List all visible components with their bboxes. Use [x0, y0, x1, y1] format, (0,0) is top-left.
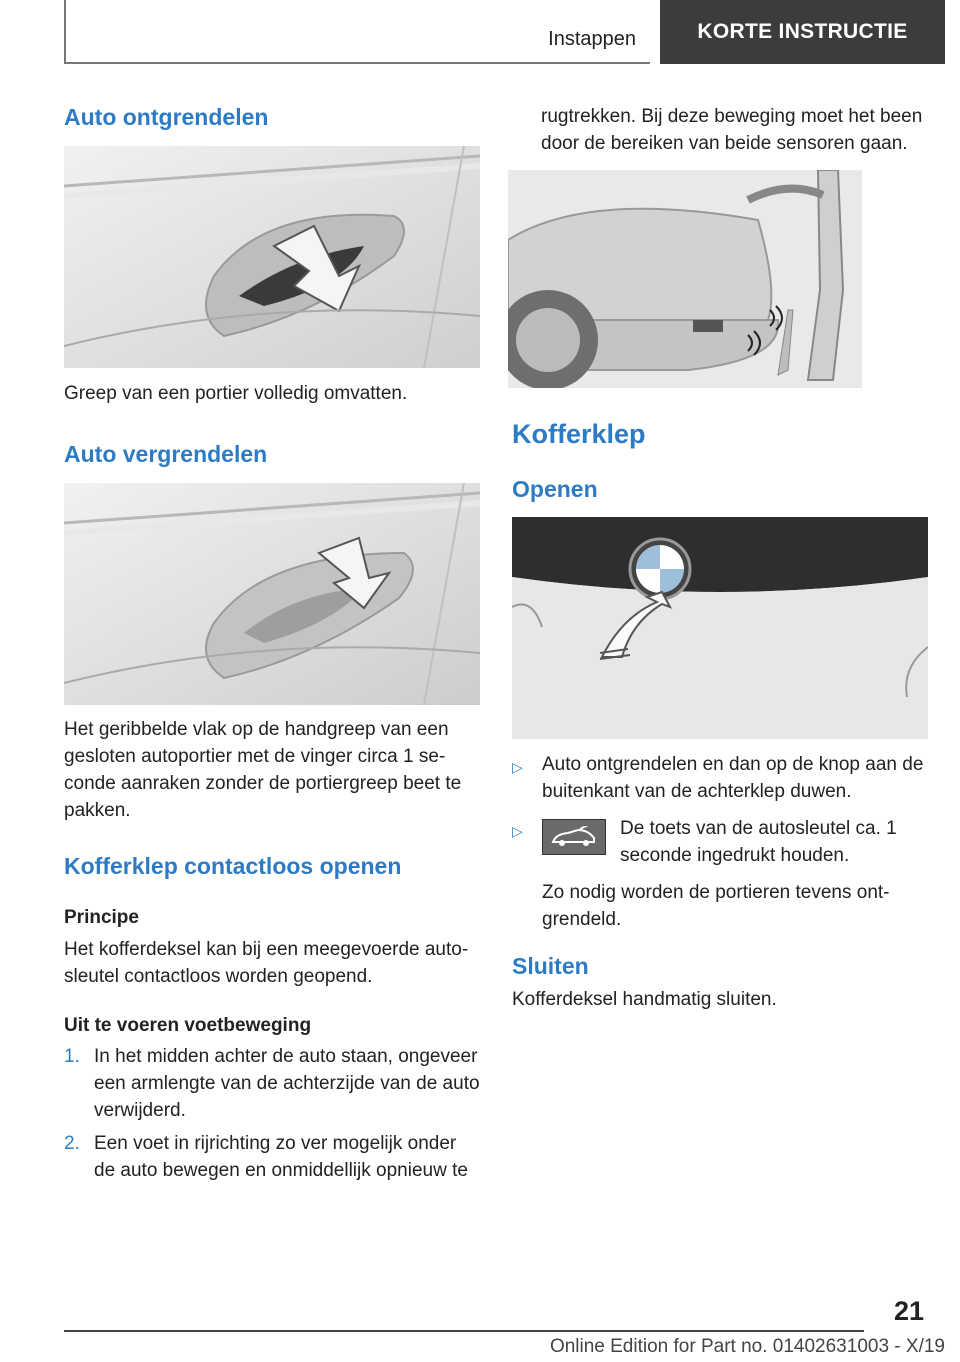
header-tab: KORTE INSTRUCTIE: [660, 0, 945, 64]
list-item: [64, 1043, 480, 1124]
page-number: 21: [893, 1296, 924, 1326]
step-number: 1.: [64, 1046, 80, 1067]
bullet-text: Auto ontgrendelen en dan op de knop aan de buitenkant van de achterklep duwen.: [542, 754, 924, 802]
door-handle-unlock-image: [64, 146, 480, 368]
bullet-text: De toets van de autosleutel ca. 1 seconde ingedrukt houden.: [620, 818, 897, 866]
step-list: [64, 1043, 480, 1184]
heading-unlock: Auto ontgrendelen: [64, 104, 269, 130]
door-handle-lock-image: [64, 483, 480, 705]
lock-caption: Het geribbelde vlak op de handgreep van een gesloten autoportier met de vinger circa 1 seconde aanraken zonder de portiergreep beet te pakken.: [64, 719, 462, 821]
bullet-marker: ▷: [512, 823, 523, 839]
footer-edition: Online Edition for Part no. 01402631003 - X/19: [549, 1336, 945, 1357]
heading-lock: Auto vergrendelen: [64, 441, 268, 467]
step-number: 2.: [64, 1133, 80, 1154]
trunk-button-image: [512, 517, 928, 739]
bullet-extra-text: Zo nodig worden de portieren tevens ontgrendeld.: [542, 882, 890, 930]
unlock-caption: Greep van een portier volledig omvatten.: [64, 383, 408, 404]
car-trunk-key-icon: [542, 819, 606, 855]
bullet-list: [512, 751, 928, 933]
bullet-marker: ▷: [512, 759, 523, 775]
heading-trunk: Kofferklep: [512, 419, 646, 449]
heading-close: Sluiten: [512, 953, 589, 979]
list-item: [64, 1130, 480, 1184]
list-item: [512, 815, 928, 933]
step-text: In het midden achter de auto staan, ongeveer een armlengte van de achterzijde van de auto verwijderd.: [94, 1046, 480, 1121]
close-text: Kofferdeksel handmatig sluiten.: [512, 989, 777, 1010]
header-section-title: Instappen: [548, 28, 636, 50]
step-continuation: rugtrekken. Bij deze beweging moet het been door de bereiken van beide sensoren gaan.: [541, 106, 923, 154]
step-text: Een voet in rijrichting zo ver mogelijk onder de auto bewegen en onmiddellijk opnieuw te: [94, 1133, 468, 1181]
list-item: [512, 751, 928, 805]
heading-open: Openen: [512, 476, 598, 502]
footer-rule: [64, 1330, 864, 1332]
principle-title: Principe: [64, 907, 139, 928]
foot-movement-title: Uit te voeren voetbeweging: [64, 1015, 312, 1036]
principle-text: Het kofferdeksel kan bij een meegevoerde autosleutel contactloos worden geopend.: [64, 939, 469, 987]
heading-contactless: Kofferklep contactloos openen: [64, 853, 402, 879]
foot-sensor-image: [508, 170, 862, 388]
